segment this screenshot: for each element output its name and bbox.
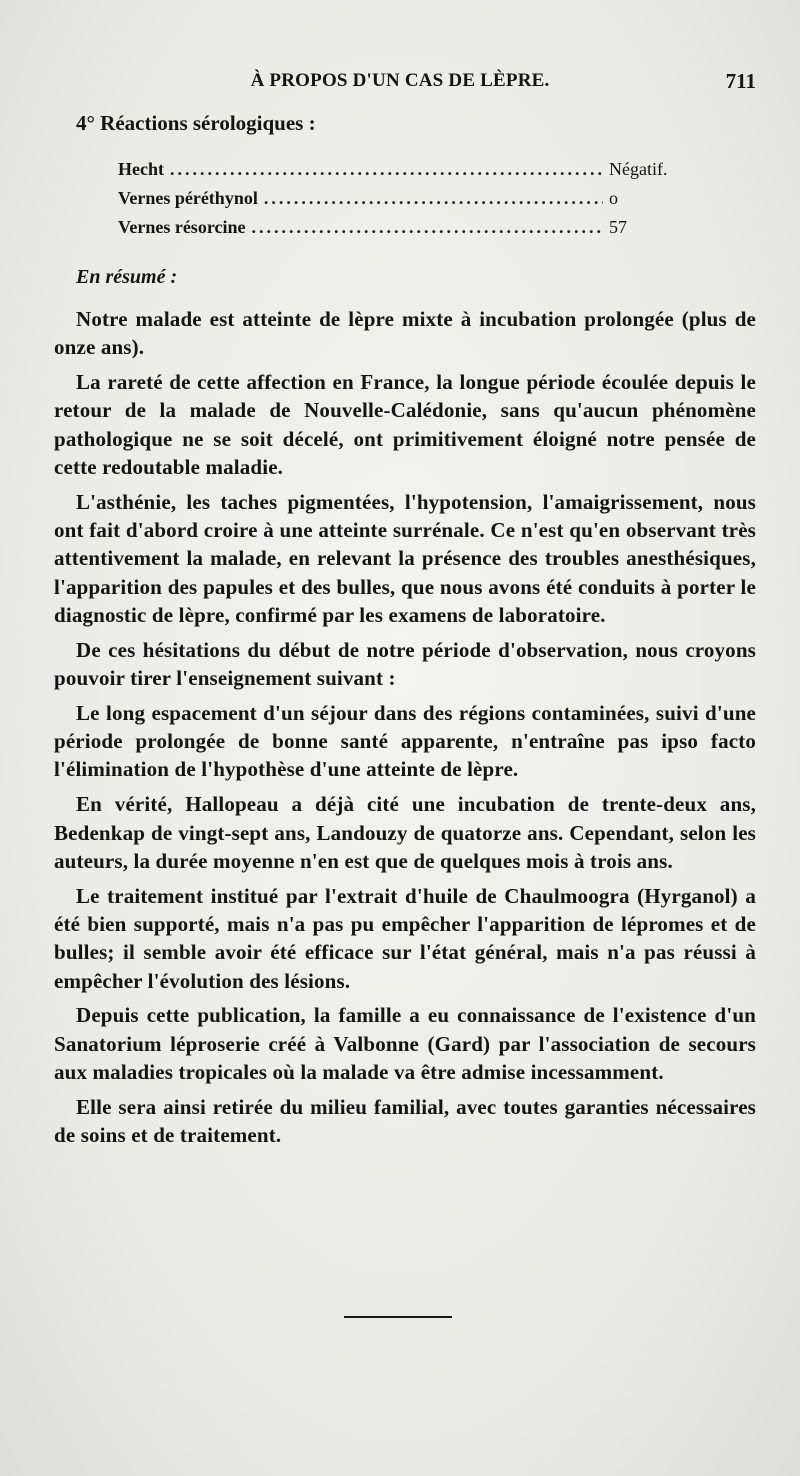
paragraph: En vérité, Hallopeau a déjà cité une incubation de trente-deux ans, Bedenkap de vingt-sept ans, Landouzy de quatorze ans. Cependant, selon les auteurs, la durée moyenne n'en est que de quelques mois à trois ans. [54,792,756,873]
result-row-hecht [118,155,673,184]
paragraph: Le traitement institué par l'extrait d'huile de Chaulmoogra (Hyrganol) a été bien supporté, mais n'a pas pu empêcher l'apparition de lépromes et de bulles; il semble avoir été efficace sur l'état général, mais n'a pas réussi à empêcher l'évolution des lésions. [54,883,756,993]
summary-label: En résumé : [76,266,178,288]
paragraph: La rareté de cette affection en France, la longue période écoulée depuis le retour de la malade de Nouvelle-Calédonie, sans qu'aucun phénomène pathologique ne se soit décelé, ont primitivement éloigné notre pensée de cette redoutable maladie. [54,370,756,479]
body-text [54,305,756,1156]
dot-leader [170,155,603,184]
result-row-vernes-resorcine [118,213,673,242]
paragraph: L'asthénie, les taches pigmentées, l'hypotension, l'amaigrissement, nous ont fait d'abord croire à une atteinte surrénale. Ce n'est qu'en observant très attentivement la malade, en relevant la présence des troubles anesthésiques, l'apparition des papules et des bulles, que nous avons été conduits à porter le diagnostic de lèpre, confirmé par les examens de laboratoire. [54,489,756,627]
paragraph: Notre malade est atteinte de lèpre mixte à incubation prolongée (plus de onze ans). [54,307,756,360]
page-number: 711 [725,69,756,93]
running-head [0,66,800,96]
paragraph: Depuis cette publication, la famille a eu connaissance de l'existence d'un Sanatorium léproserie créé à Valbonne (Gard) par l'association de secours aux maladies tropicales où la malade va être admise incessamment. [54,1003,756,1084]
dot-leader [264,184,603,213]
dot-leader [251,213,603,242]
result-row-vernes-perethynol [118,184,673,213]
end-rule-divider [344,1316,452,1318]
running-title: À PROPOS D'UN CAS DE LÈPRE. [250,70,550,91]
result-label: Vernes résorcine [118,217,246,237]
paragraph: De ces hésitations du début de notre période d'observation, nous croyons pouvoir tirer l'enseignement suivant : [54,637,756,691]
serology-results-list [118,155,673,242]
result-value: Négatif. [609,159,668,179]
result-label: Vernes péréthynol [118,188,258,208]
paragraph: Elle sera ainsi retirée du milieu familial, avec toutes garanties nécessaires de soins et de traitement. [54,1094,756,1148]
result-label: Hecht [118,159,164,179]
result-value: o [609,188,618,208]
paragraph: Le long espacement d'un séjour dans des régions contaminées, suivi d'une période prolongée de bonne santé apparente, n'entraîne pas ipso facto l'élimination de l'hypothèse d'une atteinte de lèpre. [54,700,756,782]
section-heading: 4° Réactions sérologiques : [76,111,316,135]
result-value: 57 [609,217,627,237]
